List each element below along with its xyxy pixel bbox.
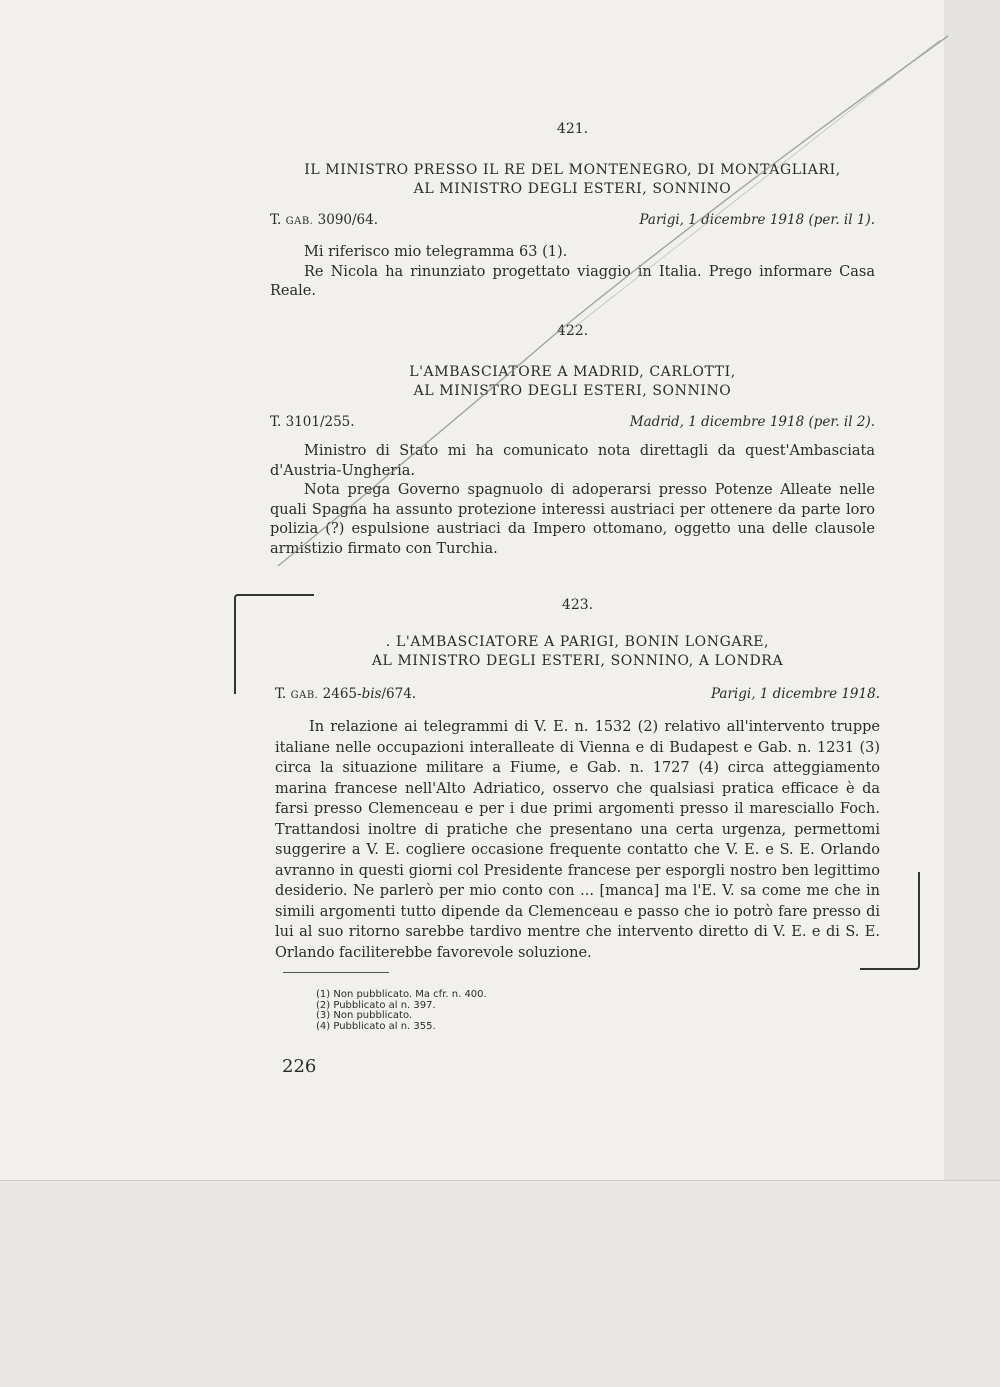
document-heading-line1: L'AMBASCIATORE A MADRID, CARLOTTI, xyxy=(409,364,736,380)
paragraph: Re Nicola ha rinunziato progettato viaggio in Italia. Prego informare Casa Reale. xyxy=(270,263,875,299)
document-heading-line2: AL MINISTRO DEGLI ESTERI, SONNINO xyxy=(413,181,732,197)
document-place-date: Parigi, 1 dicembre 1918 (per. il 1). xyxy=(639,212,875,228)
page-fold-shadow xyxy=(944,0,1000,1386)
footnote: (4) Pubblicato al n. 355. xyxy=(316,1020,436,1032)
document-423 xyxy=(275,596,880,963)
page-number: 226 xyxy=(282,1056,317,1077)
footnotes xyxy=(316,990,487,1032)
document-reference: T. 3101/255. xyxy=(270,414,355,430)
margin-bracket-close xyxy=(860,872,920,970)
margin-bracket-open xyxy=(234,594,314,694)
document-heading-line1: . L'AMBASCIATORE A PARIGI, BONIN LONGARE, xyxy=(385,634,770,650)
document-number: 423. xyxy=(561,597,594,613)
paragraph: Ministro di Stato mi ha comunicato nota direttagli da quest'Ambasciata d'Austria-Ungheria. xyxy=(270,443,875,479)
footnote-divider xyxy=(283,972,389,973)
document-reference: T. GAB. 3090/64. xyxy=(270,212,379,228)
document-place-date: Madrid, 1 dicembre 1918 (per. il 2). xyxy=(629,414,875,430)
document-meta xyxy=(270,211,875,231)
footnote: (3) Non pubblicato. xyxy=(316,1010,413,1021)
underlying-sheet xyxy=(0,1180,1000,1387)
paragraph: In relazione ai telegrammi di V. E. n. 1532 (2) relativo all'intervento truppe italiane nelle occupazioni interalleate di Vienna e di Budapest e Gab. n. 1231 (3) circa la situazione militare a Fiume, e Gab. n. 1727 (4) circa atteggiamento marina francese nell'Alto Adriatico, osservo che qualsiasi pratica efficace è da farsi presso Clemenceau e per i due primi argomenti presso il maresciallo Foch. Trattandosi inoltre di pratiche che presentano una certa urgenza, permettomi suggerire a V. E. cogliere occasione frequente contatto che V. E. e S. E. Orlando avranno in questi giorni col Presidente francese per esporgli nostro ben legittimo desiderio. Ne parlerò per mio conto con ... [manca] ma l'E. V. sa come me che in simili argomenti tutto dipende da Clemenceau e passo che io potrò fare presso di lui al suo ritorno sarebbe tardivo mentre che intervento diretto di V. E. e di S. E. Orlando faciliterebbe favorevole soluzione. xyxy=(275,719,880,961)
paragraph: Nota prega Governo spagnuolo di adoperarsi presso Potenze Alleate nelle quali Spagna ha assunto protezione interessi austriaci per ottenere da parte loro polizia (?) espulsione austriaci da Impero ottomano, oggetto una delle clausole armistizio firmato con Turchia. xyxy=(270,482,875,557)
footnote: (1) Non pubblicato. Ma cfr. n. 400. xyxy=(316,989,487,1000)
document-reference: T. GAB. 2465-bis/674. xyxy=(275,686,417,702)
document-heading-line1: IL MINISTRO PRESSO IL RE DEL MONTENEGRO, DI MONTAGLIARI, xyxy=(304,162,841,178)
footnote: (2) Pubblicato al n. 397. xyxy=(316,999,436,1011)
document-number: 422. xyxy=(556,323,589,339)
document-meta xyxy=(275,685,880,705)
document-place-date: Parigi, 1 dicembre 1918. xyxy=(710,686,880,702)
document-422 xyxy=(270,322,875,559)
paragraph: Mi riferisco mio telegramma 63 (1). xyxy=(304,244,568,260)
document-421 xyxy=(270,120,875,302)
document-heading-line2: AL MINISTRO DEGLI ESTERI, SONNINO xyxy=(413,383,732,399)
document-meta xyxy=(270,413,875,432)
document-heading-line2: AL MINISTRO DEGLI ESTERI, SONNINO, A LONDRA xyxy=(371,653,784,669)
document-number: 421. xyxy=(556,121,589,137)
